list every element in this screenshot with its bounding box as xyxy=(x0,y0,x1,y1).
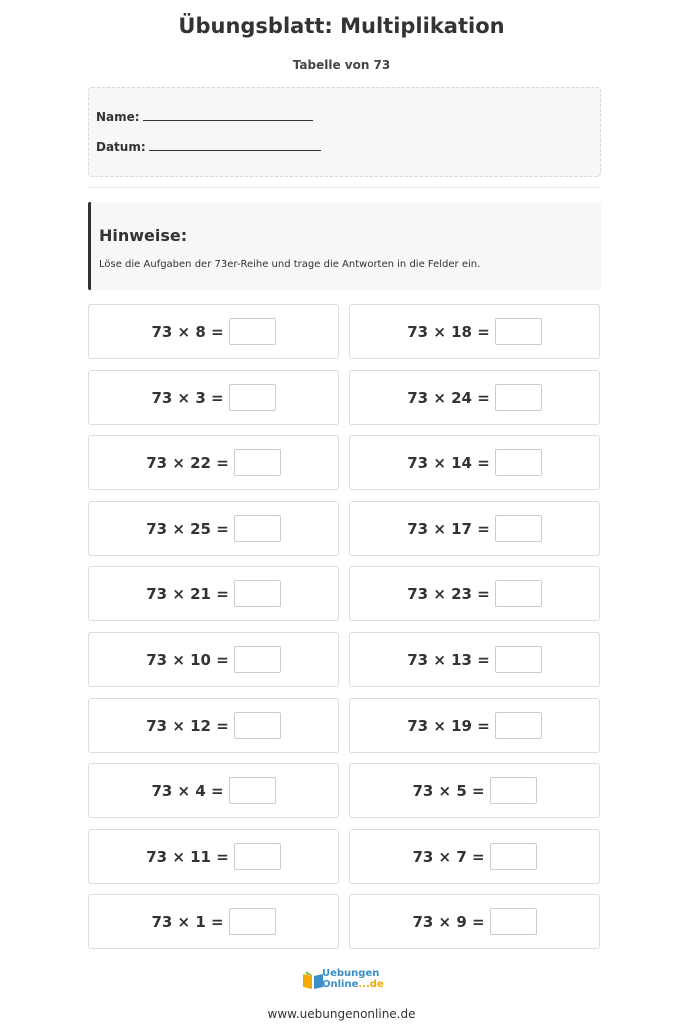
task-label: 73 × 7 = xyxy=(412,847,485,866)
answer-field[interactable] xyxy=(495,646,542,673)
answer-field[interactable] xyxy=(234,449,281,476)
site-logo xyxy=(302,968,382,994)
task-label: 73 × 21 = xyxy=(146,584,229,603)
task-card xyxy=(349,304,600,359)
book-icon xyxy=(302,970,324,990)
task-card xyxy=(88,632,339,687)
task-card xyxy=(88,698,339,753)
task-card xyxy=(88,566,339,621)
page-subtitle: Tabelle von 73 xyxy=(292,58,391,72)
answer-field[interactable] xyxy=(490,843,537,870)
task-card xyxy=(349,829,600,884)
date-row xyxy=(96,140,321,154)
answer-field[interactable] xyxy=(234,843,281,870)
task-label: 73 × 25 = xyxy=(146,519,229,538)
task-card xyxy=(88,894,339,949)
task-card xyxy=(88,435,339,490)
logo-text-online: Online xyxy=(322,979,359,990)
name-row xyxy=(96,110,313,124)
task-card xyxy=(349,435,600,490)
task-label: 73 × 14 = xyxy=(407,453,490,472)
hints-box xyxy=(88,202,601,290)
task-card xyxy=(349,894,600,949)
task-card xyxy=(88,370,339,425)
task-card xyxy=(349,566,600,621)
task-card xyxy=(88,304,339,359)
task-label: 73 × 17 = xyxy=(407,519,490,538)
task-label: 73 × 12 = xyxy=(146,716,229,735)
answer-field[interactable] xyxy=(495,515,542,542)
task-card xyxy=(88,763,339,818)
task-card xyxy=(349,763,600,818)
logo-text-line2 xyxy=(322,979,384,990)
answer-field[interactable] xyxy=(495,712,542,739)
task-card xyxy=(88,829,339,884)
task-label: 73 × 4 = xyxy=(151,781,224,800)
answer-field[interactable] xyxy=(495,384,542,411)
answer-field[interactable] xyxy=(229,777,276,804)
task-card xyxy=(349,501,600,556)
task-label: 73 × 8 = xyxy=(151,322,224,341)
task-label: 73 × 22 = xyxy=(146,453,229,472)
answer-field[interactable] xyxy=(495,318,542,345)
answer-field[interactable] xyxy=(229,384,276,411)
answer-field[interactable] xyxy=(234,515,281,542)
task-label: 73 × 24 = xyxy=(407,388,490,407)
date-line xyxy=(149,150,321,151)
task-label: 73 × 18 = xyxy=(407,322,490,341)
date-label: Datum: xyxy=(96,140,146,154)
divider xyxy=(88,187,601,188)
task-card xyxy=(88,501,339,556)
answer-field[interactable] xyxy=(490,777,537,804)
logo-text-line1: Uebungen xyxy=(322,968,380,979)
task-card xyxy=(349,370,600,425)
name-label: Name: xyxy=(96,110,140,124)
answer-field[interactable] xyxy=(495,580,542,607)
task-card xyxy=(349,698,600,753)
student-info-box xyxy=(88,87,601,177)
task-label: 73 × 13 = xyxy=(407,650,490,669)
answer-field[interactable] xyxy=(229,318,276,345)
task-label: 73 × 11 = xyxy=(146,847,229,866)
task-label: 73 × 3 = xyxy=(151,388,224,407)
task-label: 73 × 19 = xyxy=(407,716,490,735)
footer-url: www.uebungenonline.de xyxy=(267,1007,416,1021)
task-label: 73 × 10 = xyxy=(146,650,229,669)
answer-field[interactable] xyxy=(495,449,542,476)
logo-text-suffix: ...de xyxy=(358,979,384,990)
task-label: 73 × 23 = xyxy=(407,584,490,603)
task-label: 73 × 9 = xyxy=(412,912,485,931)
task-card xyxy=(349,632,600,687)
name-line xyxy=(143,120,313,121)
answer-field[interactable] xyxy=(234,580,281,607)
hints-title: Hinweise: xyxy=(99,226,188,245)
task-label: 73 × 1 = xyxy=(151,912,224,931)
task-label: 73 × 5 = xyxy=(412,781,485,800)
answer-field[interactable] xyxy=(229,908,276,935)
answer-field[interactable] xyxy=(234,712,281,739)
hints-text: Löse die Aufgaben der 73er-Reihe und trage die Antworten in die Felder ein. xyxy=(99,259,481,270)
answer-field[interactable] xyxy=(490,908,537,935)
page-title: Übungsblatt: Multiplikation xyxy=(178,14,505,38)
answer-field[interactable] xyxy=(234,646,281,673)
